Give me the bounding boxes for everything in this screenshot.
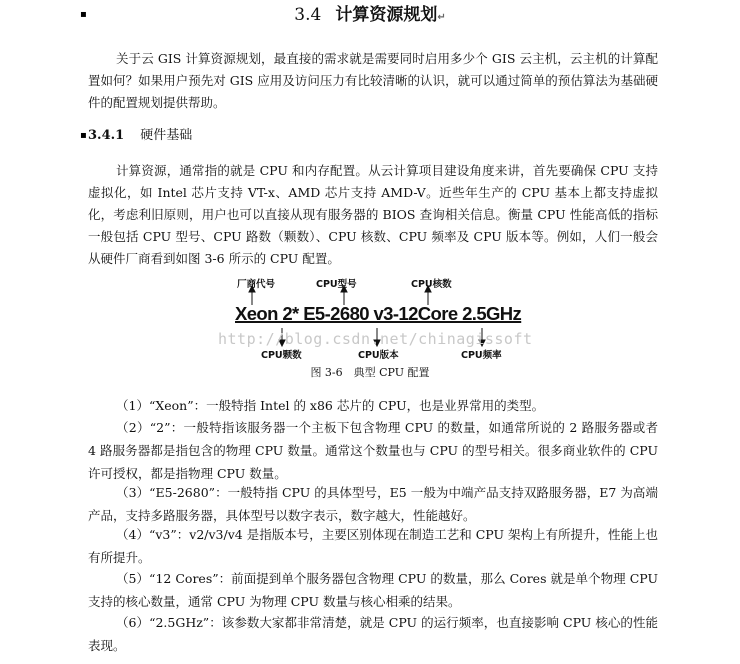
list-item xyxy=(88,416,658,485)
paragraph-mark-icon: ↵ xyxy=(437,12,446,23)
body-paragraph xyxy=(88,160,658,270)
figure-caption: 图 3-6 典型 CPU 配置 xyxy=(310,366,430,379)
label-vendor: 厂商代号 xyxy=(237,279,276,290)
cpu-config-string: Xeon 2* E5-2680 v3-12Core 2.5GHz xyxy=(235,303,522,324)
intro-text: 关于云 GIS 计算资源规划，最直接的需求就是需要同时启用多少个 GIS 云主机，云主机的计算配置如何？如果用户预先对 GIS 应用及访问压力有比较清晰的认识，就可以通过简单的预估算法为基础硬件的配置规划提供帮助。 xyxy=(88,51,658,110)
intro-paragraph xyxy=(88,48,658,114)
list-item-text: （3）“E5-2680”：一般特指 CPU 的具体型号，E5 一般为中端产品支持双路服务器，E7 为高端产品，支持多路服务器，具体型号以数字表示，数字越大，性能越好。 xyxy=(88,485,658,523)
watermark: http://blog.csdn.net/chinagissoft xyxy=(218,330,533,348)
section-title: 计算资源规划 xyxy=(335,5,438,25)
label-frequency: CPU频率 xyxy=(461,350,502,361)
section-heading xyxy=(0,4,740,29)
label-version: CPU版本 xyxy=(358,350,399,361)
label-cores: CPU核数 xyxy=(411,279,452,290)
label-sockets: CPU颗数 xyxy=(261,350,302,361)
list-item-text: （4）“v3”：v2/v3/v4 是指版本号，主要区别体现在制造工艺和 CPU 架构上有所提升，性能上也有所提升。 xyxy=(88,527,658,565)
list-item xyxy=(88,611,658,657)
body-text: 计算资源，通常指的就是 CPU 和内存配置。从云计算项目建设角度来讲，首先要确保 CPU 支持虚拟化，如 Intel 芯片支持 VT-x、AMD 芯片支持 AMD-V。近些年生产的 CPU 基本上都支持虚拟化，考虑利旧原则，用户也可以直接从现有服务器的 BIOS 查询相关信息。衡量 CPU 性能高低的指标一般包括 CPU 型号、CPU 路数（颗数）、CPU 核数、CPU 频率及 CPU 版本等。例如，人们一般会从硬件厂商看到如图 3-6 所示的 CPU 配置。 xyxy=(88,163,658,266)
list-item-text: （2）“2”：一般特指该服务器一个主板下包含物理 CPU 的数量，如通常所说的 2 路服务器或者 4 路服务器都是指包含的物理 CPU 数量。通常这个数量也与 CPU 的型号相关。很多商业软件的 CPU 许可授权，都是指物理 CPU 数量。 xyxy=(88,420,658,481)
list-item-text: （5）“12 Cores”：前面提到单个服务器包含物理 CPU 的数量，那么 Cores 就是单个物理 CPU 支持的核心数量，通常 CPU 为物理 CPU 数量与核心相乘的结果。 xyxy=(88,571,658,609)
list-item xyxy=(88,523,658,569)
label-model: CPU型号 xyxy=(316,279,357,290)
list-item xyxy=(88,394,658,417)
list-item xyxy=(88,567,658,613)
subsection-heading xyxy=(88,126,192,146)
section-number: 3.4 xyxy=(294,5,322,25)
heading-bullet-mark: ▪ xyxy=(80,9,87,20)
cpu-config-figure xyxy=(225,270,525,370)
subheading-bullet-mark: ▪ xyxy=(80,130,87,141)
subsection-title: 硬件基础 xyxy=(140,128,193,143)
list-item-text: （1）“Xeon”：一般特指 Intel 的 x86 芯片的 CPU，也是业界常用的类型。 xyxy=(116,398,545,413)
list-item-text: （6）“2.5GHz”：该参数大家都非常清楚，就是 CPU 的运行频率，也直接影响 CPU 核心的性能表现。 xyxy=(88,615,658,653)
subsection-number: 3.4.1 xyxy=(88,128,125,143)
list-item xyxy=(88,481,658,527)
